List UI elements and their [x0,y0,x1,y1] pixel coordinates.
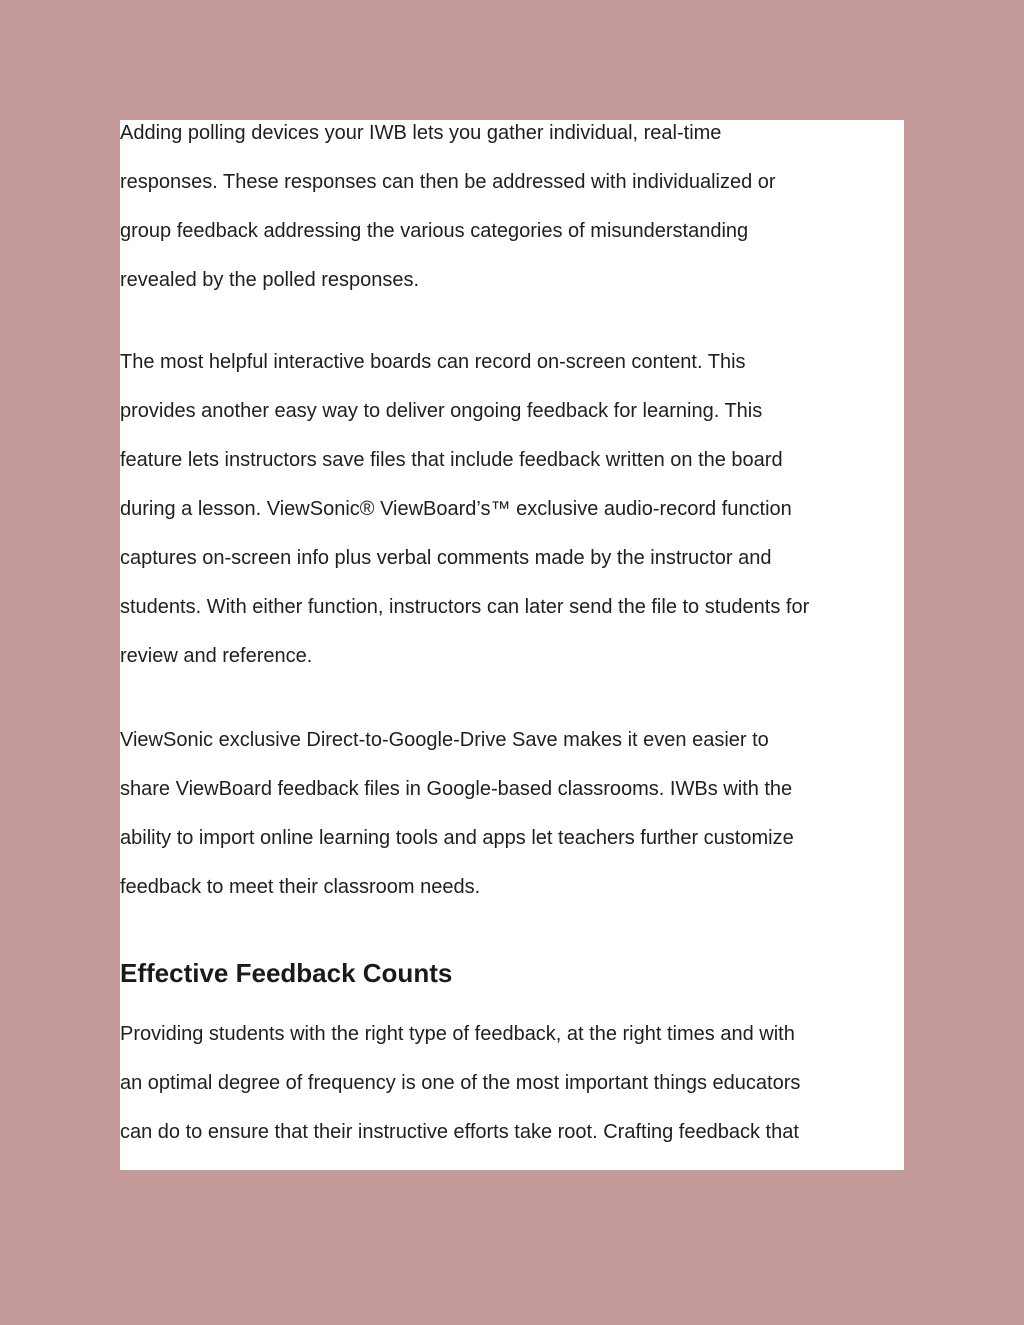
text-line: Adding polling devices your IWB lets you gather individual, real-time [120,122,722,144]
document-page [120,120,904,1170]
text-line: provides another easy way to deliver ongoing feedback for learning. This [120,400,763,422]
text-line: responses. These responses can then be addressed with individualized or [120,171,776,193]
text-line: The most helpful interactive boards can record on-screen content. This [120,351,746,373]
text-line: feature lets instructors save files that include feedback written on the board [120,449,783,471]
text-line: review and reference. [120,645,313,667]
text-line: Providing students with the right type of feedback, at the right times and with [120,1023,795,1045]
text-line: during a lesson. ViewSonic® ViewBoard’s™ exclusive audio-record function [120,498,792,520]
text-line: share ViewBoard feedback files in Google-based classrooms. IWBs with the [120,778,793,800]
text-line: feedback to meet their classroom needs. [120,876,481,898]
paragraph-polling [120,120,904,305]
section-heading: Effective Feedback Counts [120,958,453,988]
text-line: students. With either function, instructors can later send the file to students for [120,596,810,618]
text-line: group feedback addressing the various categories of misunderstanding [120,220,749,242]
paragraph-effective-feedback [120,1010,904,1157]
text-line: an optimal degree of frequency is one of the most important things educators [120,1072,801,1094]
paragraph-google-drive [120,716,904,912]
text-line: ability to import online learning tools and apps let teachers further customize [120,827,794,849]
text-line: revealed by the polled responses. [120,269,420,291]
paragraph-recording [120,338,904,681]
text-line: captures on-screen info plus verbal comments made by the instructor and [120,547,772,569]
text-line: ViewSonic exclusive Direct-to-Google-Drive Save makes it even easier to [120,729,769,751]
text-line: can do to ensure that their instructive efforts take root. Crafting feedback that [120,1121,799,1143]
